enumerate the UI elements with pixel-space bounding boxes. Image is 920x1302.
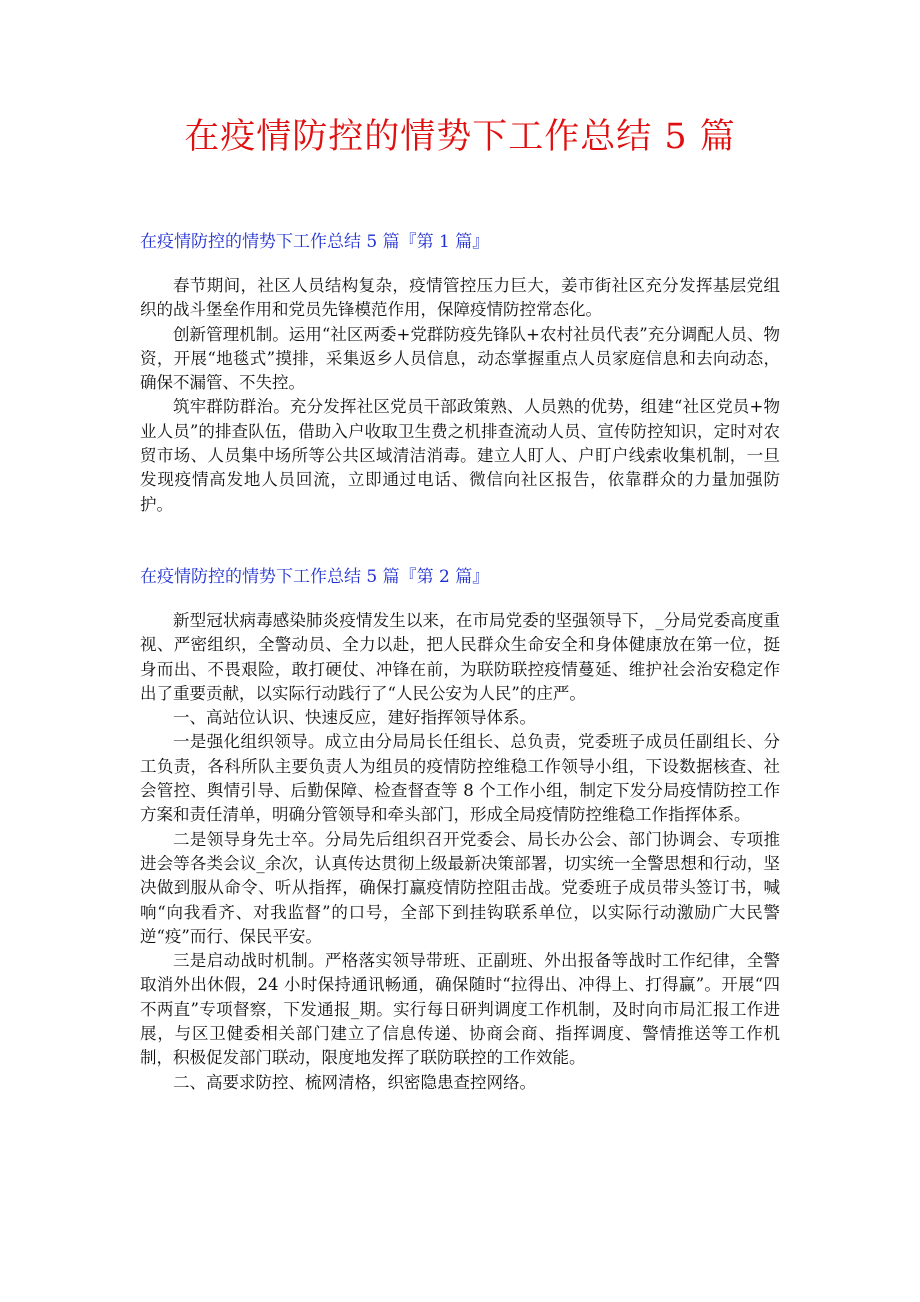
- section-heading-1: 在疫情防控的情势下工作总结 5 篇『第 1 篇』: [140, 232, 490, 252]
- paragraph: 新型冠状病毒感染肺炎疫情发生以来，在市局党委的坚强领导下，_分局党委高度重视、严密组织，全警动员、全力以赴，把人民群众生命安全和身体健康放在第一位，挺身而出、不畏艰险，敢打硬仗、冲锋在前，为联防联控疫情蔓延、维护社会治安稳定作出了重要贡献，以实际行动践行了“人民公安为人民”的庄严。: [140, 611, 780, 703]
- section-body-1: [140, 274, 780, 517]
- paragraph: 创新管理机制。运用“社区两委+党群防疫先锋队+农村社员代表”充分调配人员、物资，开展“地毯式”摸排，采集返乡人员信息，动态掌握重点人员家庭信息和去向动态，确保不漏管、不失控。: [140, 324, 780, 393]
- paragraph: 三是启动战时机制。严格落实领导带班、正副班、外出报备等战时工作纪律，全警取消外出休假，24 小时保持通讯畅通，确保随时“拉得出、冲得上、打得赢”。开展“四不两直”专项督察，下发通报_期。实行每日研判调度工作机制，及时向市局汇报工作进展，与区卫健委相关部门建立了信息传递、协商会商、指挥调度、警情推送等工作机制，积极促发部门联动，限度地发挥了联防联控的工作效能。: [140, 951, 780, 1068]
- section-body-2: [140, 609, 780, 1095]
- paragraph: 一是强化组织领导。成立由分局局长任组长、总负责，党委班子成员任副组长、分工负责，各科所队主要负责人为组员的疫情防控维稳工作领导小组，下设数据核查、社会管控、舆情引导、后勤保障、检查督查等 8 个工作小组，制定下发分局疫情防控工作方案和责任清单，明确分管领导和牵头部门，形成全局疫情防控维稳工作指挥体系。: [140, 732, 780, 825]
- section-heading-2: 在疫情防控的情势下工作总结 5 篇『第 2 篇』: [140, 567, 490, 587]
- document-title: 在疫情防控的情势下工作总结 5 篇: [184, 117, 736, 157]
- paragraph: 一、高站位认识、快速反应，建好指挥领导体系。: [173, 708, 536, 728]
- paragraph: 春节期间，社区人员结构复杂，疫情管控压力巨大，姜市街社区充分发挥基层党组织的战斗堡垒作用和党员先锋模范作用，保障疫情防控常态化。: [140, 276, 780, 320]
- paragraph: 二是领导身先士卒。分局先后组织召开党委会、局长办公会、部门协调会、专项推进会等各类会议_余次，认真传达贯彻上级最新决策部署，切实统一全警思想和行动，坚决做到服从命令、听从指挥，确保打赢疫情防控阻击战。党委班子成员带头签订书，喊响“向我看齐、对我监督”的口号，全部下到挂钩联系单位，以实际行动激励广大民警逆“疫”而行、保民平安。: [140, 829, 780, 946]
- paragraph: 二、高要求防控、梳网清格，织密隐患查控网络。: [173, 1072, 536, 1092]
- paragraph: 筑牢群防群治。充分发挥社区党员干部政策熟、人员熟的优势，组建“社区党员+物业人员”的排查队伍，借助入户收取卫生费之机排查流动人员、宣传防控知识，定时对农贸市场、人员集中场所等公共区域清洁消毒。建立人盯人、户盯户线索收集机制，一旦发现疫情高发地人员回流，立即通过电话、微信向社区报告，依靠群众的力量加强防护。: [140, 397, 780, 514]
